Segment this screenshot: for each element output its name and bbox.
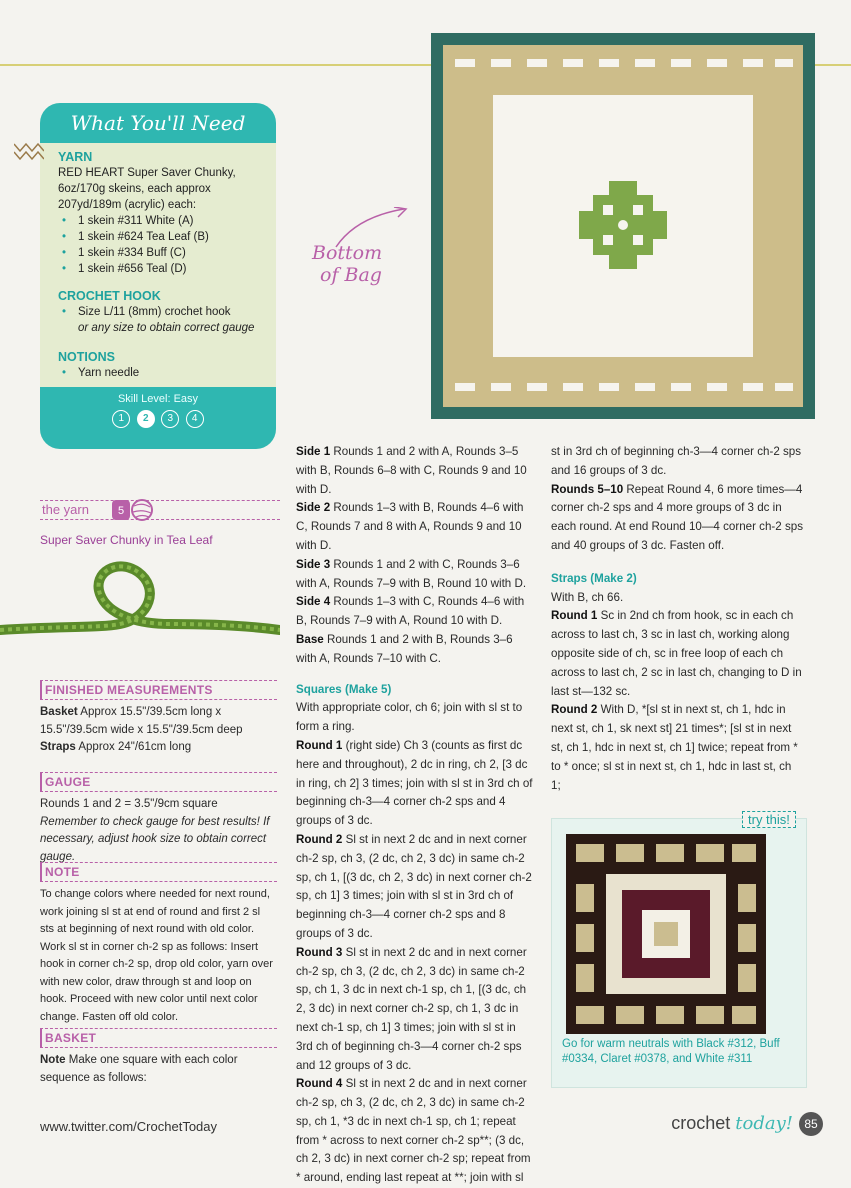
straps-heading: Straps (Make 2) <box>551 571 637 585</box>
brand-today: today! <box>735 1112 793 1134</box>
notions-section <box>58 349 268 381</box>
yarn-item: • 1 skein #656 Teal (D) <box>58 261 263 277</box>
hook-section <box>58 288 268 336</box>
yarn-item: • 1 skein #624 Tea Leaf (B) <box>58 229 263 245</box>
materials-box <box>40 103 276 449</box>
straps-round-2-text: With D, *[sl st in next st, ch 1, hdc in next st, ch 1, sk next st] 21 times*; [sl st in next st, ch 1, hdc in next st, ch 1] twice; repeat from * to * once; sl st in next st, ch 1, hdc in last st, ch 1; <box>551 703 798 792</box>
yarn-description: RED HEART Super Saver Chunky, 6oz/170g skeins, each approx 207yd/189m (acrylic) each: <box>58 167 236 211</box>
hook-size: Size L/11 (8mm) crochet hook <box>78 306 231 318</box>
side-3-text: Rounds 1 and 2 with C, Rounds 3–6 with A, Rounds 7–9 with B, Round 10 with D. <box>296 557 527 590</box>
round-2-instructions <box>296 831 533 944</box>
skill-level-2: 2 <box>137 410 155 428</box>
straps-size: Approx 24"/61cm long <box>75 741 192 753</box>
gauge-section <box>40 772 277 866</box>
side-4-instructions <box>296 593 533 631</box>
notions-heading: NOTIONS <box>58 350 115 364</box>
round-3-instructions <box>296 944 533 1076</box>
try-this-caption: Go for warm neutrals with Black #312, Buff #0334, Claret #0378, and White #311 <box>562 1038 780 1065</box>
skill-level-3: 3 <box>161 410 179 428</box>
hook-heading: CROCHET HOOK <box>58 289 161 303</box>
yarn-item: • 1 skein #311 White (A) <box>58 213 263 229</box>
note-heading: NOTE <box>40 862 277 882</box>
page-number: 85 <box>799 1112 823 1136</box>
side-4-label: Side 4 <box>296 595 331 609</box>
skill-level-label: Skill Level: Easy <box>117 393 199 405</box>
round-1-label: Round 1 <box>296 738 343 752</box>
materials-header <box>40 103 276 143</box>
basket-measure <box>40 704 277 739</box>
base-instructions <box>296 631 533 669</box>
rounds-5-10-text: Repeat Round 4, 6 more times—4 corner ch-2 sps and 4 more groups of 3 dc in each round. At end Round 10—4 corner ch-2 sps and 40 groups of 3 dc. Fasten off. <box>551 482 803 552</box>
round-4-instructions <box>296 1075 533 1188</box>
side-2-instructions <box>296 499 533 555</box>
hook-note: or any size to obtain correct gauge <box>78 322 255 334</box>
bottom-label-line2: of Bag <box>320 264 382 286</box>
straps-round-2-label: Round 2 <box>551 703 598 717</box>
skill-level-4: 4 <box>186 410 204 428</box>
base-text: Rounds 1 and 2 with B, Rounds 3–6 with A, Rounds 7–10 with C. <box>296 632 513 665</box>
bottom-label-line1: Bottom <box>312 242 383 264</box>
gauge-note: Remember to check gauge for best results! If necessary, adjust hook size to obtain correct gauge. <box>40 815 270 863</box>
yarn-weight-number: 5 <box>117 505 125 517</box>
basket-label: Basket <box>40 706 78 718</box>
straps-label: Straps <box>40 741 76 753</box>
note-text: To change colors where needed for next round, work joining sl st at end of round and first 2 sl sts at beginning of next round with old color. Work sl st in corner ch-2 sp as follows: Insert hook in corner ch-2 sp, drop old color, yarn over with new color, draw through st and loop on hook. Proceed with new color until next color change. Fasten off old color. <box>40 888 273 1023</box>
note-section <box>40 862 277 1026</box>
straps-round-2 <box>551 701 803 795</box>
straps-round-1-label: Round 1 <box>551 609 598 623</box>
side-1-instructions <box>296 443 533 499</box>
rounds-5-10-instructions <box>551 481 803 556</box>
try-this-box <box>551 812 807 1088</box>
yarn-label: the yarn <box>42 502 89 517</box>
squares-heading: Squares (Make 5) <box>296 682 392 696</box>
bottom-of-bag-label <box>312 242 382 286</box>
gauge-line: Rounds 1 and 2 = 3.5"/9cm square <box>40 798 218 810</box>
yarn-item: • 1 skein #334 Buff (C) <box>58 245 263 261</box>
bottom-of-bag-square-image <box>431 33 815 419</box>
materials-title: What You'll Need <box>70 111 246 135</box>
side-3-instructions <box>296 556 533 594</box>
basket-note-text: Make one square with each color sequence as follows: <box>40 1054 238 1084</box>
round-2-label: Round 2 <box>296 832 343 846</box>
yarn-strand-image <box>0 558 280 658</box>
round-3-text: Sl st in next 2 dc and in next corner ch-2 sp, ch 3, (2 dc, ch 2, 3 dc) in same ch-2 sp, ch 1, 3 dc in next ch-1 sp, ch 1, [(3 dc, ch 2, 3 dc) in next corner ch-2 sp, ch 1, 3 dc in next ch-1 sp, ch 1] 3 times; join with sl st in 3rd ch of beginning ch-3—4 corner ch-2 sps and 12 groups of 3 dc. <box>296 945 527 1072</box>
notions-item: • Yarn needle <box>58 365 268 381</box>
skill-footer <box>40 387 276 449</box>
round-1-instructions <box>296 737 533 831</box>
yarn-weight-icon <box>110 497 154 523</box>
hook-item <box>58 304 268 336</box>
yarn-subtitle: Super Saver Chunky in Tea Leaf <box>40 533 213 547</box>
basket-size: Approx 15.5"/39.5cm long x 15.5"/39.5cm wide x 15.5"/39.5cm deep <box>40 706 243 736</box>
pattern-column-2 <box>296 443 533 1188</box>
brand-crochet: crochet <box>671 1112 736 1133</box>
round-4-label: Round 4 <box>296 1077 343 1091</box>
straps-intro: With B, ch 66. <box>551 590 624 604</box>
side-4-text: Rounds 1–3 with C, Rounds 4–6 with B, Rounds 7–9 with A, Round 10 with D. <box>296 595 525 628</box>
yarn-heading: YARN <box>58 150 93 164</box>
side-1-text: Rounds 1 and 2 with A, Rounds 3–5 with B, Rounds 6–8 with C, Rounds 9 and 10 with D. <box>296 445 527 496</box>
squares-intro: With appropriate color, ch 6; join with sl st to form a ring. <box>296 701 523 734</box>
round-1-text: (right side) Ch 3 (counts as first dc here and throughout), 2 dc in ring, ch 2, [3 dc in ring, ch 2] 3 times; join with sl st in 3rd ch of beginning ch-3—4 corner ch-2 sps and 4 groups of 3 dc. <box>296 738 533 828</box>
twitter-url[interactable]: www.twitter.com/CrochetToday <box>40 1119 218 1134</box>
rounds-5-10-label: Rounds 5–10 <box>551 482 624 496</box>
skill-level-1: 1 <box>112 410 130 428</box>
try-this-tag: try this! <box>742 811 796 828</box>
round-2-text: Sl st in next 2 dc and in next corner ch-2 sp, ch 3, (2 dc, ch 2, 3 dc) in same ch-2 sp, ch 1, [(3 dc, ch 2, 3 dc) in next corner ch-2 sp, ch 1] 3 times; join with sl st in 3rd ch of beginning ch-3—4 corner ch-2 sps and 8 groups of 3 dc. <box>296 832 532 940</box>
straps-round-1-text: Sc in 2nd ch from hook, sc in each ch across to last ch, 3 sc in last ch, working along opposite side of ch, sc in free loop of each ch across to last ch, 2 sc in last ch, changing to D in last st—132 sc. <box>551 609 802 698</box>
yarn-section <box>58 149 263 277</box>
side-1-label: Side 1 <box>296 445 331 458</box>
side-2-text: Rounds 1–3 with B, Rounds 4–6 with C, Rounds 7 and 8 with A, Rounds 9 and 10 with D. <box>296 501 524 552</box>
basket-note <box>40 1052 277 1087</box>
finished-heading: FINISHED MEASUREMENTS <box>40 680 277 700</box>
basket-section <box>40 1028 277 1087</box>
base-label: Base <box>296 632 324 646</box>
yarn-label-bar <box>40 500 280 520</box>
basket-note-label: Note <box>40 1054 66 1066</box>
yarn-dash <box>40 500 280 520</box>
side-3-label: Side 3 <box>296 557 331 571</box>
straps-round-1 <box>551 607 803 701</box>
round-3-label: Round 3 <box>296 945 343 959</box>
side-2-label: Side 2 <box>296 501 331 515</box>
pattern-column-3 <box>551 443 803 795</box>
skill-level-scale <box>40 408 276 428</box>
round-4-continued: st in 3rd ch of beginning ch-3—4 corner ch-2 sps and 16 groups of 3 dc. <box>551 445 802 477</box>
gauge-heading: GAUGE <box>40 772 277 792</box>
basket-heading: BASKET <box>40 1028 277 1048</box>
straps-measure <box>40 739 277 757</box>
round-4-text: Sl st in next 2 dc and in next corner ch-2 sp, ch 3, (2 dc, ch 2, 3 dc) in same ch-2 sp, ch 1, *3 dc in next ch-1 sp, ch 1; repeat from * across to next corner ch-2 sp**; (3 dc, ch 2, 3 dc) in next corner ch-2 sp; repeat from * around, ending last repeat at **; join with sl <box>296 1077 531 1185</box>
finished-section <box>40 680 277 757</box>
zigzag-icon <box>14 140 44 162</box>
brand-footer <box>671 1112 823 1136</box>
alternate-square-image <box>566 834 766 1034</box>
